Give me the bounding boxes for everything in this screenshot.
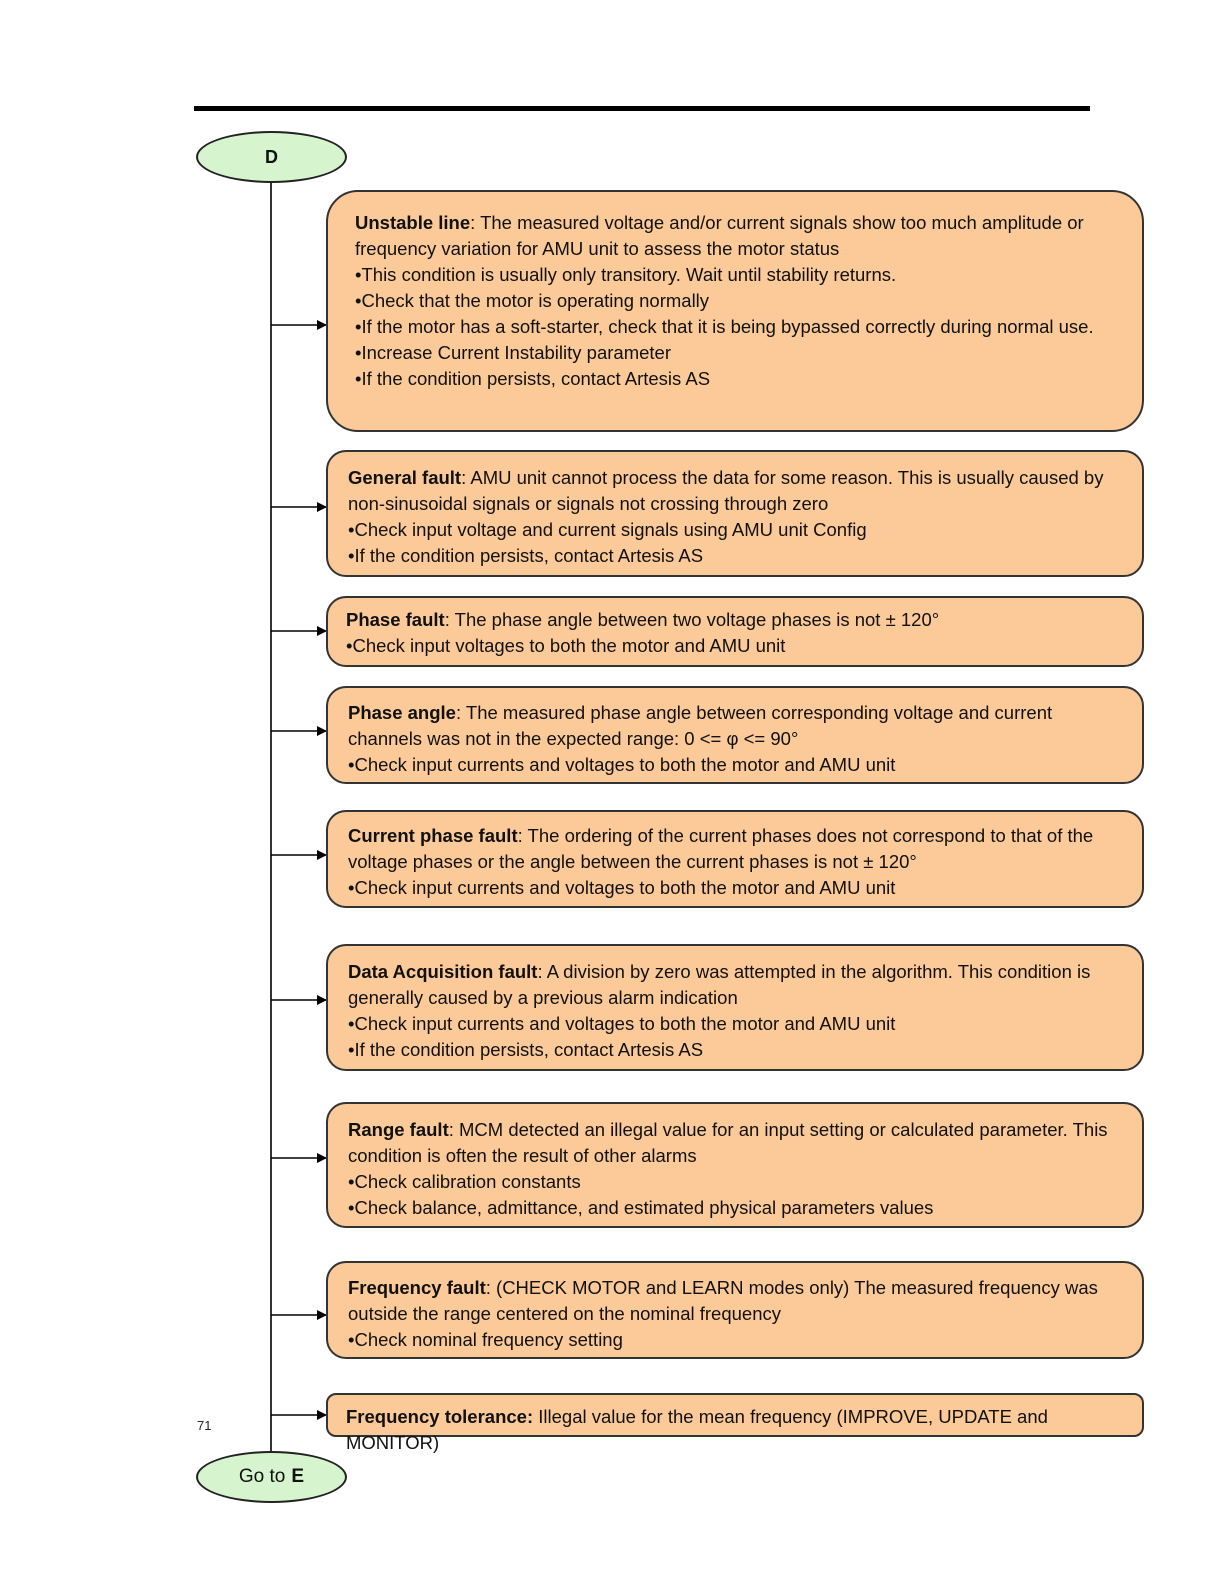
fault-description: : The ordering of the current phases does not correspond to that of the voltage phases or the angle between the current phases is not ± 120° xyxy=(348,825,1094,872)
fault-description: : The measured voltage and/or current signals show too much amplitude or frequency variation for AMU unit to assess the motor status xyxy=(355,212,1084,259)
fault-box-current-phase-fault xyxy=(326,810,1144,908)
fault-bullet: • Check input currents and voltages to both the motor and AMU unit xyxy=(348,875,1122,901)
fault-description: : The measured phase angle between corresponding voltage and current channels was not in the expected range: 0 <= φ <= 90° xyxy=(348,702,1053,749)
fault-title: Unstable line xyxy=(355,212,471,233)
fault-description: : The phase angle between two voltage phases is not ± 120° xyxy=(444,609,940,630)
fault-box-frequency-tolerance xyxy=(326,1393,1144,1453)
fault-box-unstable-line xyxy=(326,190,1144,432)
fault-bullet: • If the motor has a soft-starter, check that it is being bypassed correctly during normal use. xyxy=(355,314,1122,340)
start-node-d xyxy=(196,131,347,183)
fault-bullet: • If the condition persists, contact Artesis AS xyxy=(348,1037,1122,1063)
goto-node-e xyxy=(196,1451,347,1503)
fault-description: : A division by zero was attempted in the algorithm. This condition is generally caused by a previous alarm indication xyxy=(348,961,1091,1008)
fault-description: : AMU unit cannot process the data for some reason. This is usually caused by non-sinusoidal signals or signals not crossing through zero xyxy=(348,467,1104,514)
fault-title: Data Acquisition fault xyxy=(348,961,538,982)
fault-box-phase-fault xyxy=(326,596,1144,667)
fault-title: Phase angle xyxy=(348,702,456,723)
fault-bullet: • Check input currents and voltages to both the motor and AMU unit xyxy=(348,752,1122,778)
page-number: 71 xyxy=(197,1418,212,1433)
fault-box-frequency-fault xyxy=(326,1261,1144,1359)
fault-bullet: • Check input voltage and current signals using AMU unit Config xyxy=(348,517,1122,543)
fault-bullet: • Check that the motor is operating normally xyxy=(355,288,1122,314)
fault-box-data-acquisition-fault xyxy=(326,944,1144,1071)
fault-title: Range fault xyxy=(348,1119,449,1140)
fault-bullet: • Check input voltages to both the motor and AMU unit xyxy=(346,633,1122,659)
fault-bullet: • Increase Current Instability parameter xyxy=(355,340,1122,366)
goto-node-prefix: Go to xyxy=(238,1466,286,1487)
fault-bullet: • Check nominal frequency setting xyxy=(348,1327,1122,1353)
fault-bullet: • Check calibration constants xyxy=(348,1169,1122,1195)
fault-title: Frequency fault xyxy=(348,1277,486,1298)
fault-description: : MCM detected an illegal value for an input setting or calculated parameter. This condition is often the result of other alarms xyxy=(348,1119,1108,1166)
fault-title: General fault xyxy=(348,467,462,488)
fault-bullet: • If the condition persists, contact Artesis AS xyxy=(348,543,1122,569)
fault-bullet: • Check balance, admittance, and estimated physical parameters values xyxy=(348,1195,1122,1221)
fault-title: Frequency tolerance: xyxy=(346,1406,534,1427)
fault-description: : (CHECK MOTOR and LEARN modes only) The measured frequency was outside the range centered on the nominal frequency xyxy=(348,1277,1098,1324)
goto-node-target: E xyxy=(291,1466,305,1487)
start-node-label: D xyxy=(265,146,278,167)
fault-bullet: • If the condition persists, contact Artesis AS xyxy=(355,366,1122,392)
fault-bullet: • Check input currents and voltages to both the motor and AMU unit xyxy=(348,1011,1122,1037)
fault-title: Phase fault xyxy=(346,609,445,630)
fault-box-general-fault xyxy=(326,450,1144,577)
fault-title: Current phase fault xyxy=(348,825,518,846)
fault-box-range-fault xyxy=(326,1102,1144,1228)
fault-description: Illegal value for the mean frequency (IMPROVE, UPDATE and MONITOR) xyxy=(346,1406,1048,1453)
fault-box-phase-angle xyxy=(326,686,1144,784)
fault-bullet: • This condition is usually only transitory. Wait until stability returns. xyxy=(355,262,1122,288)
